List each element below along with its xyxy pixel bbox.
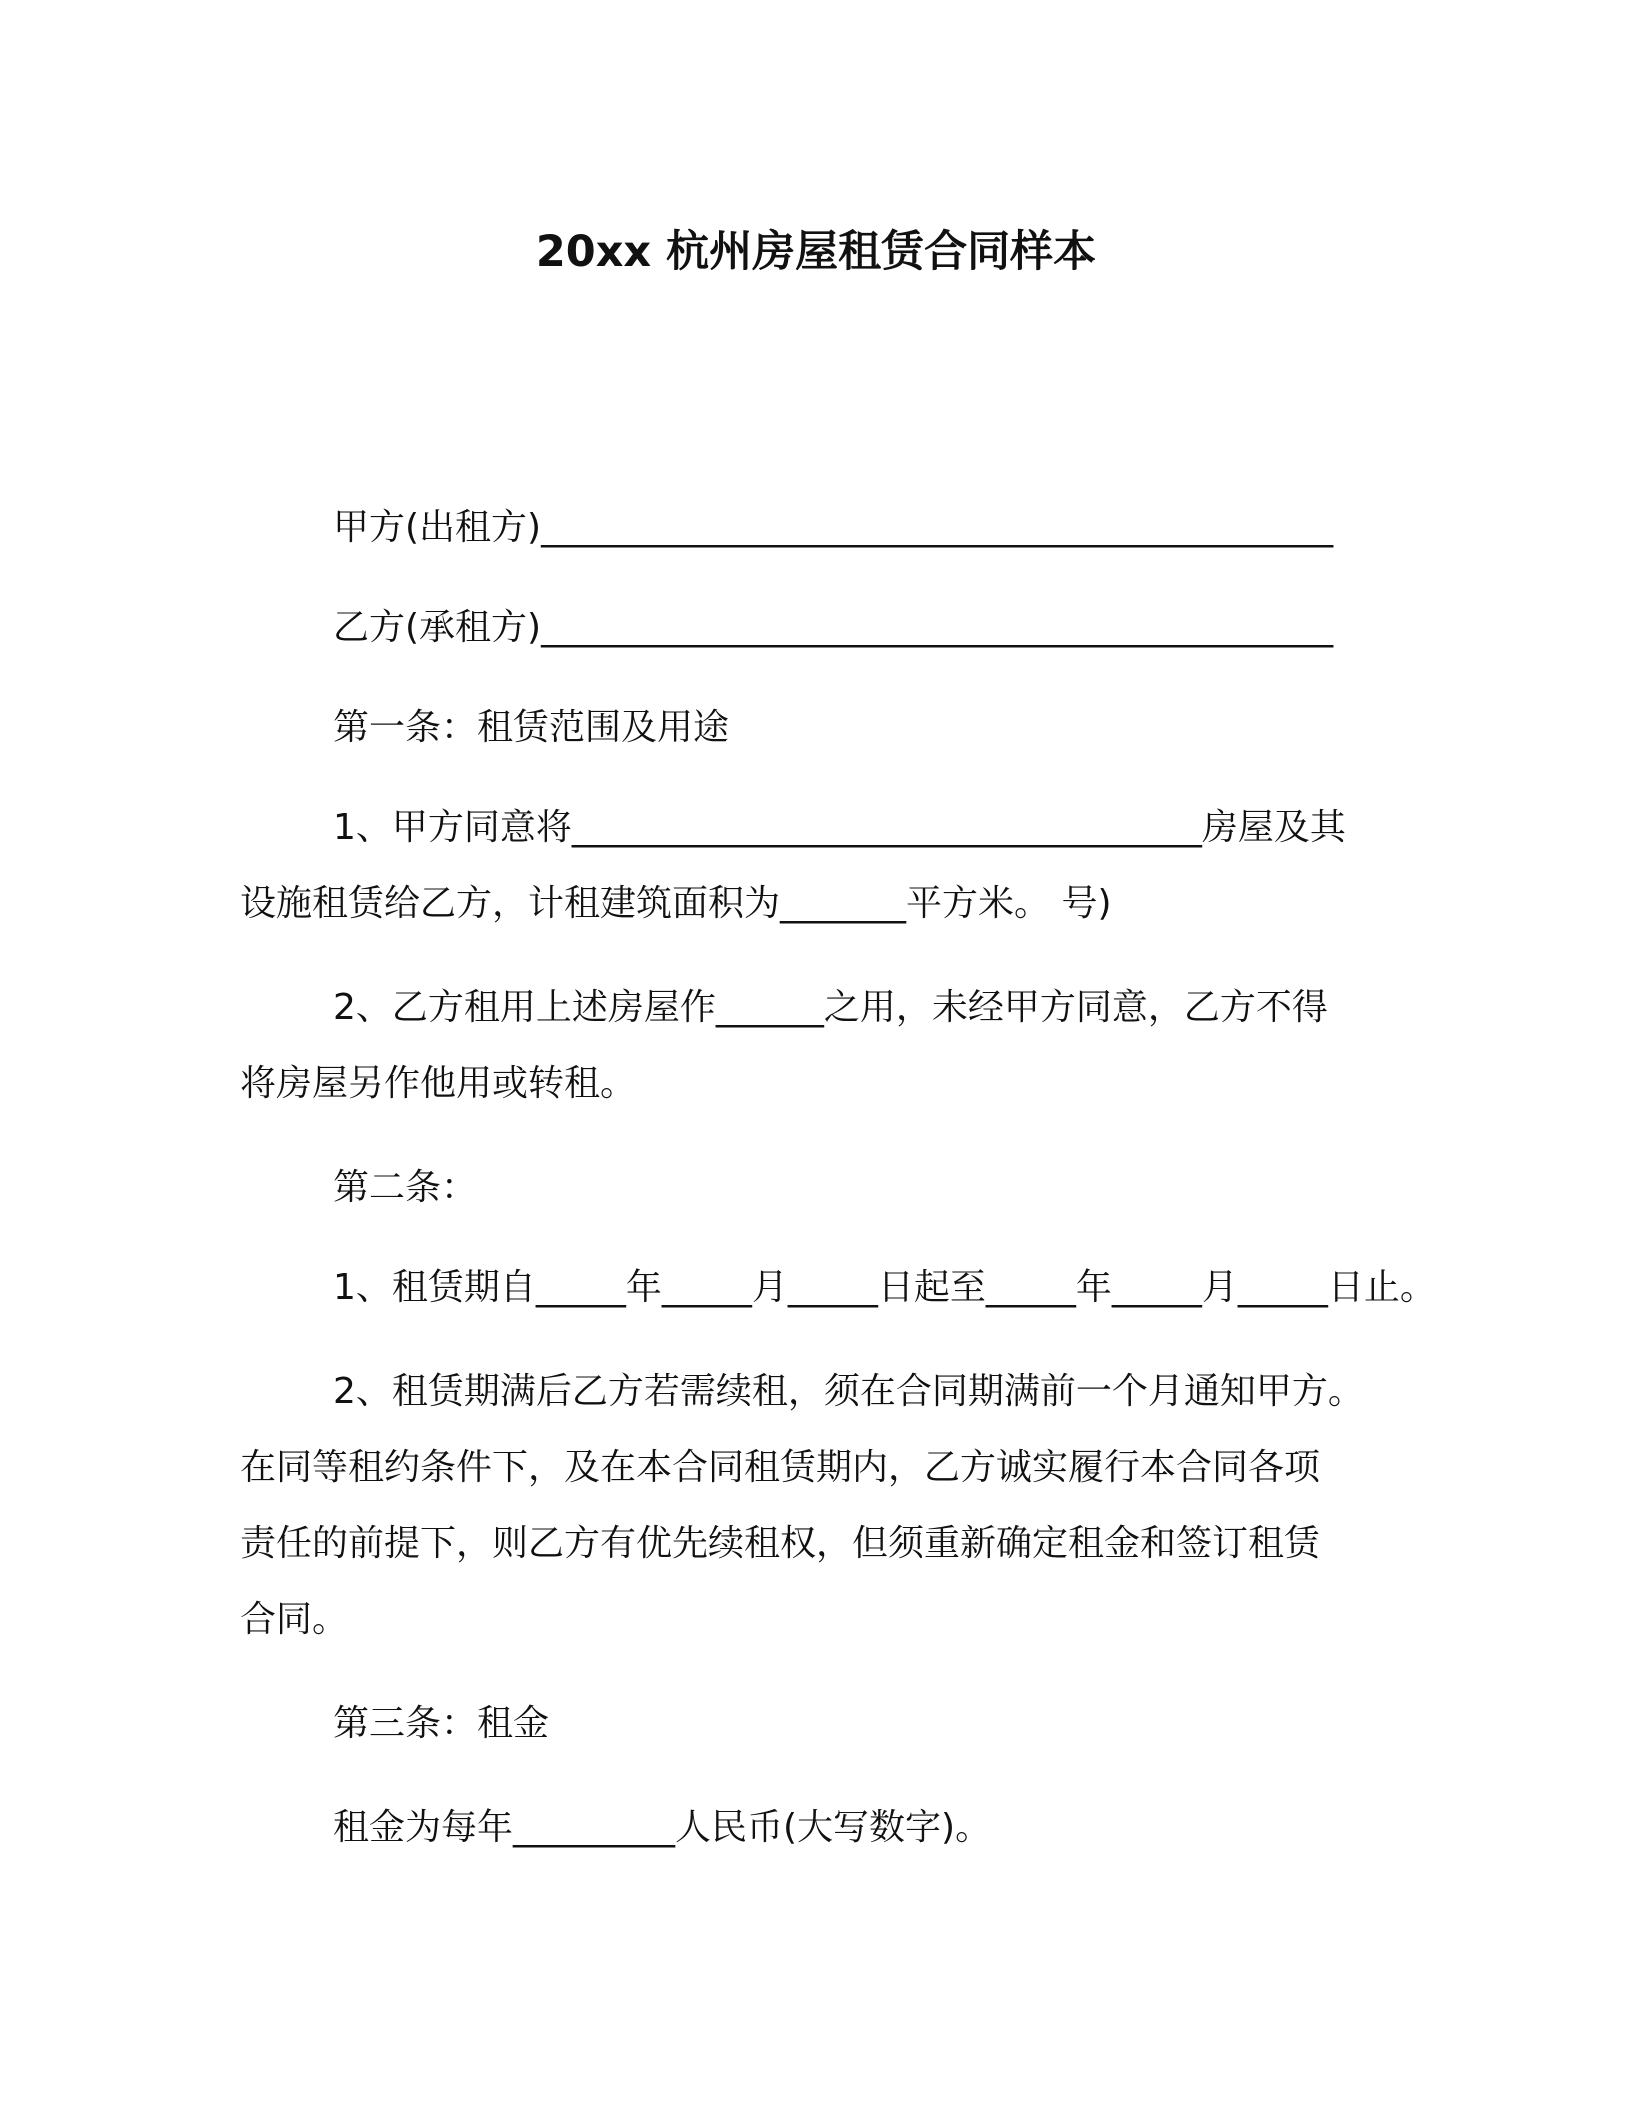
article-2-clause-2-cont-3: 合同。: [240, 1599, 349, 1640]
article-2-heading: 第二条：: [333, 1167, 478, 1208]
party-a-line: 甲方(出租方)____________________________________________: [333, 507, 1334, 548]
article-1-clause-1: 1、甲方同意将___________________________________房屋及其: [333, 807, 1346, 848]
article-2-clause-1: 1、租赁期自_____年_____月_____日起至_____年_____月_____日止。: [333, 1267, 1436, 1308]
article-1-heading: 第一条：租赁范围及用途: [333, 707, 730, 748]
article-3-rent-line: 租金为每年_________人民币(大写数字)。: [333, 1807, 992, 1848]
article-2-clause-2-cont-1: 在同等租约条件下，及在本合同租赁期内，乙方诚实履行本合同各项: [240, 1447, 1321, 1488]
article-1-clause-1-cont: 设施租赁给乙方，计租建筑面积为_______平方米。 号): [240, 883, 1112, 924]
article-2-clause-2: 2、租赁期满后乙方若需续租，须在合同期满前一个月通知甲方。: [333, 1371, 1364, 1412]
party-b-line: 乙方(承租方)____________________________________________: [333, 607, 1334, 648]
document-title: 20xx 杭州房屋租赁合同样本: [535, 227, 1097, 277]
article-1-clause-2-cont: 将房屋另作他用或转租。: [240, 1063, 637, 1104]
article-2-clause-2-cont-2: 责任的前提下，则乙方有优先续租权，但须重新确定租金和签订租赁: [240, 1523, 1321, 1564]
article-3-heading: 第三条：租金: [333, 1703, 550, 1744]
article-1-clause-2: 2、乙方租用上述房屋作______之用，未经甲方同意，乙方不得: [333, 987, 1328, 1028]
